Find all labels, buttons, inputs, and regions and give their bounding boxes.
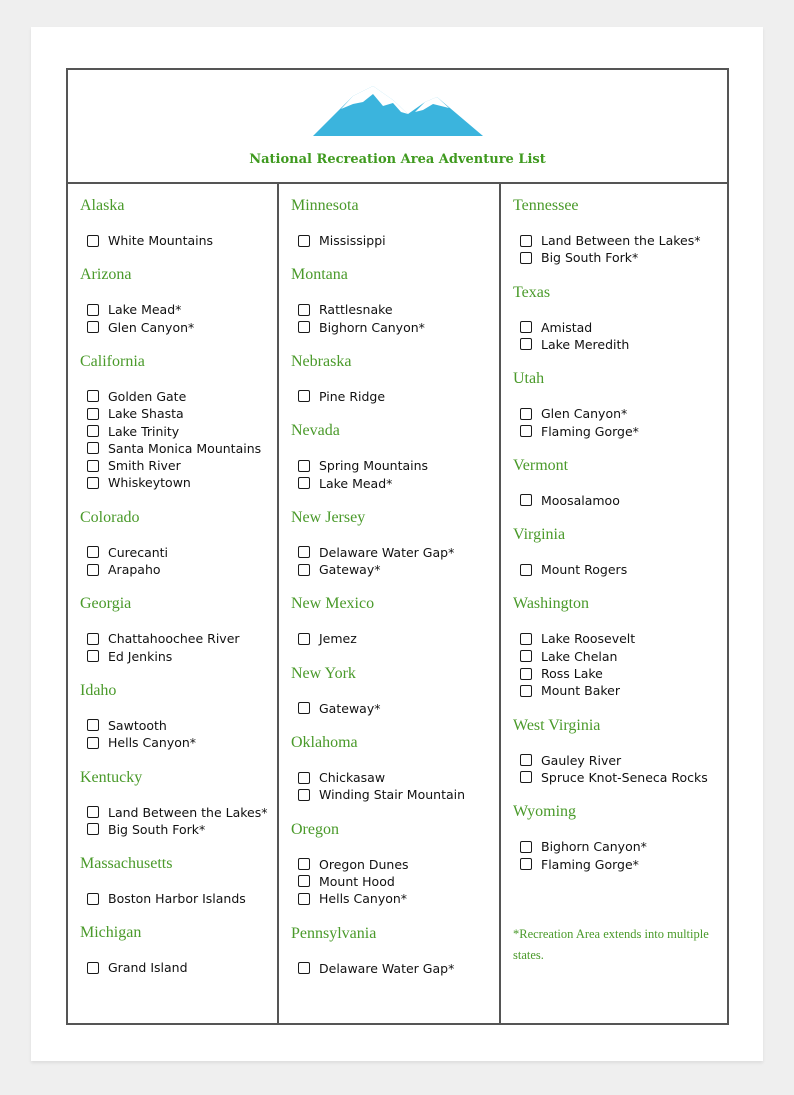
checklist-item[interactable]: [298, 561, 380, 578]
checkbox[interactable]: [298, 875, 310, 887]
checklist-item[interactable]: [520, 682, 620, 699]
area-label: Lake Mead*: [108, 302, 182, 318]
checklist-item[interactable]: [87, 232, 213, 249]
state-heading: Vermont: [513, 456, 569, 474]
checkbox[interactable]: [298, 235, 310, 247]
state-heading: Nebraska: [291, 352, 352, 370]
checkbox[interactable]: [520, 338, 532, 350]
checkbox[interactable]: [298, 304, 310, 316]
area-label: Land Between the Lakes*: [108, 804, 268, 820]
state-heading: Utah: [513, 370, 545, 388]
checkbox[interactable]: [520, 564, 532, 576]
checklist-item[interactable]: [298, 319, 425, 336]
checklist-item[interactable]: [298, 232, 386, 249]
state-heading: Alaska: [80, 197, 125, 214]
checklist-item[interactable]: [520, 319, 592, 336]
checkbox[interactable]: [87, 425, 99, 437]
state-heading: Michigan: [80, 924, 142, 942]
checkbox[interactable]: [87, 477, 99, 489]
column-1: [68, 184, 279, 1025]
checklist-item[interactable]: [520, 336, 629, 353]
area-label: Sawtooth: [108, 717, 167, 733]
checkbox[interactable]: [298, 460, 310, 472]
area-label: Smith River: [108, 458, 181, 474]
checklist-item[interactable]: [298, 786, 465, 803]
area-label: Chattahoochee River: [108, 631, 240, 647]
checklist-item[interactable]: [520, 249, 638, 266]
mountains-icon: [313, 82, 483, 138]
area-label: Oregon Dunes: [319, 856, 409, 872]
checklist-item[interactable]: [298, 873, 395, 890]
checkbox[interactable]: [520, 668, 532, 680]
area-label: Pine Ridge: [319, 388, 386, 404]
state-heading: Idaho: [80, 681, 117, 699]
state-heading: Pennsylvania: [291, 924, 377, 942]
checkbox[interactable]: [520, 650, 532, 662]
area-label: Land Between the Lakes*: [541, 233, 701, 248]
state-heading: Wyoming: [513, 803, 577, 821]
checklist-item[interactable]: [298, 890, 407, 907]
state-heading: New York: [291, 664, 356, 682]
checklist-item[interactable]: [298, 388, 385, 405]
checklist-item[interactable]: [298, 630, 357, 647]
checkbox[interactable]: [298, 390, 310, 402]
checkbox[interactable]: [87, 719, 99, 731]
area-label: Gauley River: [541, 752, 622, 768]
area-label: Bighorn Canyon*: [541, 839, 647, 855]
state-heading: Kentucky: [80, 768, 143, 786]
area-label: Gateway*: [319, 562, 381, 578]
area-label: Lake Shasta: [108, 406, 184, 422]
area-label: Spring Mountains: [319, 458, 429, 474]
checkbox[interactable]: [520, 494, 532, 506]
checkbox[interactable]: [520, 235, 532, 247]
header: [68, 70, 727, 184]
area-label: Big South Fork*: [108, 821, 206, 837]
state-heading: Montana: [291, 266, 348, 284]
area-label: Hells Canyon*: [319, 891, 408, 907]
checklist-item[interactable]: [520, 232, 700, 249]
checklist-item[interactable]: [87, 821, 205, 838]
checklist-item[interactable]: [520, 769, 708, 786]
area-label: Santa Monica Mountains: [108, 440, 262, 456]
checklist-item[interactable]: [520, 630, 635, 647]
checklist-item[interactable]: [520, 856, 639, 873]
checklist-item[interactable]: [87, 717, 167, 734]
checklist-item[interactable]: [87, 734, 196, 751]
checklist-frame: [66, 68, 729, 1025]
checklist-item[interactable]: [520, 648, 617, 665]
area-label: Lake Mead*: [319, 475, 393, 491]
checklist-item[interactable]: [520, 492, 620, 509]
checklist-item[interactable]: [87, 457, 181, 474]
checkbox[interactable]: [520, 408, 532, 420]
checkbox[interactable]: [298, 702, 310, 714]
area-label: Boston Harbor Islands: [108, 891, 246, 907]
checklist-item[interactable]: [520, 561, 627, 578]
area-label: Mount Hood: [319, 873, 395, 889]
checklist-item[interactable]: [87, 319, 194, 336]
area-label: Golden Gate: [108, 388, 187, 404]
checklist-item[interactable]: [87, 388, 186, 405]
area-label: Arapaho: [108, 562, 161, 577]
checkbox[interactable]: [87, 321, 99, 333]
checklist-item[interactable]: [298, 544, 454, 561]
checklist-item[interactable]: [520, 752, 621, 769]
state-heading: New Mexico: [291, 595, 375, 613]
area-label: White Mountains: [108, 233, 214, 248]
state-heading: Virginia: [513, 526, 566, 544]
area-label: Lake Meredith: [541, 336, 630, 352]
checklist-item[interactable]: [87, 301, 181, 318]
area-label: Rattlesnake: [319, 302, 393, 318]
checklist-item[interactable]: [87, 561, 161, 578]
area-label: Lake Chelan: [541, 648, 618, 664]
checklist-item[interactable]: [87, 440, 261, 457]
area-label: Mount Rogers: [541, 562, 628, 578]
area-label: Delaware Water Gap*: [319, 960, 455, 976]
area-label: Chickasaw: [319, 770, 386, 785]
checklist-item[interactable]: [298, 856, 409, 873]
checklist-item[interactable]: [298, 960, 454, 977]
area-label: Lake Trinity: [108, 423, 180, 439]
checklist-item[interactable]: [298, 457, 428, 474]
state-heading: Washington: [513, 595, 590, 613]
checkbox[interactable]: [87, 650, 99, 662]
checklist-item[interactable]: [87, 474, 191, 491]
state-heading: Minnesota: [291, 197, 359, 214]
checkbox[interactable]: [298, 633, 310, 645]
checklist-item[interactable]: [87, 959, 188, 976]
checkbox[interactable]: [87, 823, 99, 835]
checkbox[interactable]: [298, 772, 310, 784]
checklist-item[interactable]: [87, 648, 172, 665]
area-label: Flaming Gorge*: [541, 423, 639, 439]
checkbox[interactable]: [298, 789, 310, 801]
checkbox[interactable]: [87, 737, 99, 749]
area-label: Delaware Water Gap*: [319, 544, 455, 560]
area-label: Winding Stair Mountain: [319, 787, 466, 803]
checklist-item[interactable]: [87, 544, 168, 561]
checklist-item[interactable]: [298, 769, 385, 786]
checkbox[interactable]: [298, 893, 310, 905]
checkbox[interactable]: [520, 841, 532, 853]
checkbox[interactable]: [520, 754, 532, 766]
checklist-item[interactable]: [87, 405, 184, 422]
state-heading: Georgia: [80, 595, 132, 613]
checkbox[interactable]: [298, 962, 310, 974]
checklist-item[interactable]: [87, 804, 267, 821]
checkbox[interactable]: [87, 304, 99, 316]
checkbox[interactable]: [520, 771, 532, 783]
state-heading: Massachusetts: [80, 855, 173, 873]
area-label: Moosalamoo: [541, 492, 620, 508]
area-label: Jemez: [319, 631, 357, 647]
area-label: Whiskeytown: [108, 475, 191, 491]
state-heading: Texas: [513, 283, 551, 301]
checkbox[interactable]: [87, 546, 99, 558]
checklist-item[interactable]: [298, 301, 393, 318]
checklist-item[interactable]: [298, 475, 392, 492]
checkbox[interactable]: [298, 564, 310, 576]
state-heading: West Virginia: [513, 716, 601, 734]
checklist-item[interactable]: [87, 890, 246, 907]
checkbox[interactable]: [87, 806, 99, 818]
checklist-item[interactable]: [87, 423, 179, 440]
column-3: [501, 184, 727, 1025]
checkbox[interactable]: [87, 460, 99, 472]
checkbox[interactable]: [298, 858, 310, 870]
state-heading: California: [80, 352, 145, 370]
area-label: Flaming Gorge*: [541, 856, 639, 872]
checkbox[interactable]: [520, 858, 532, 870]
area-label: Bighorn Canyon*: [319, 319, 425, 335]
checkbox[interactable]: [520, 321, 532, 333]
state-heading: Colorado: [80, 508, 140, 526]
area-label: Glen Canyon*: [108, 319, 195, 335]
area-label: Ross Lake: [541, 666, 603, 681]
checkbox[interactable]: [520, 633, 532, 645]
checkbox[interactable]: [298, 546, 310, 558]
state-heading: Arizona: [80, 266, 132, 284]
state-heading: Oregon: [291, 820, 339, 838]
area-label: Curecanti: [108, 544, 169, 560]
checkbox[interactable]: [298, 477, 310, 489]
area-label: Spruce Knot-Seneca Rocks: [541, 769, 708, 785]
state-heading: Tennessee: [513, 197, 579, 214]
checkbox[interactable]: [87, 962, 99, 974]
state-heading: Oklahoma: [291, 734, 358, 751]
checkbox[interactable]: [87, 235, 99, 247]
area-label: Amistad: [541, 319, 593, 335]
state-heading: New Jersey: [291, 508, 366, 526]
checklist-item[interactable]: [298, 700, 380, 717]
checklist-item[interactable]: [520, 665, 603, 682]
checkbox[interactable]: [87, 633, 99, 645]
area-label: Gateway*: [319, 700, 381, 716]
area-label: Mount Baker: [541, 683, 621, 699]
footnote: *Recreation Area extends into multiple states.: [513, 927, 709, 962]
state-heading: Nevada: [291, 422, 340, 440]
checklist-item[interactable]: [520, 838, 647, 855]
column-2: [279, 184, 501, 1025]
area-label: Grand Island: [108, 960, 188, 976]
checklist-item[interactable]: [520, 405, 627, 422]
area-label: Lake Roosevelt: [541, 631, 636, 647]
checkbox[interactable]: [87, 442, 99, 454]
checkbox[interactable]: [520, 425, 532, 437]
checkbox[interactable]: [87, 564, 99, 576]
checklist-item[interactable]: [520, 423, 639, 440]
area-label: Glen Canyon*: [541, 406, 628, 422]
checklist-item[interactable]: [87, 630, 240, 647]
area-label: Hells Canyon*: [108, 735, 197, 751]
area-label: Ed Jenkins: [108, 648, 173, 664]
checkbox[interactable]: [520, 685, 532, 697]
page-title: National Recreation Area Adventure List: [249, 152, 546, 167]
area-label: Mississippi: [319, 233, 386, 248]
checkbox[interactable]: [87, 893, 99, 905]
checkbox[interactable]: [87, 408, 99, 420]
checkbox[interactable]: [87, 390, 99, 402]
checkbox[interactable]: [520, 252, 532, 264]
checkbox[interactable]: [298, 321, 310, 333]
area-label: Big South Fork*: [541, 250, 639, 266]
